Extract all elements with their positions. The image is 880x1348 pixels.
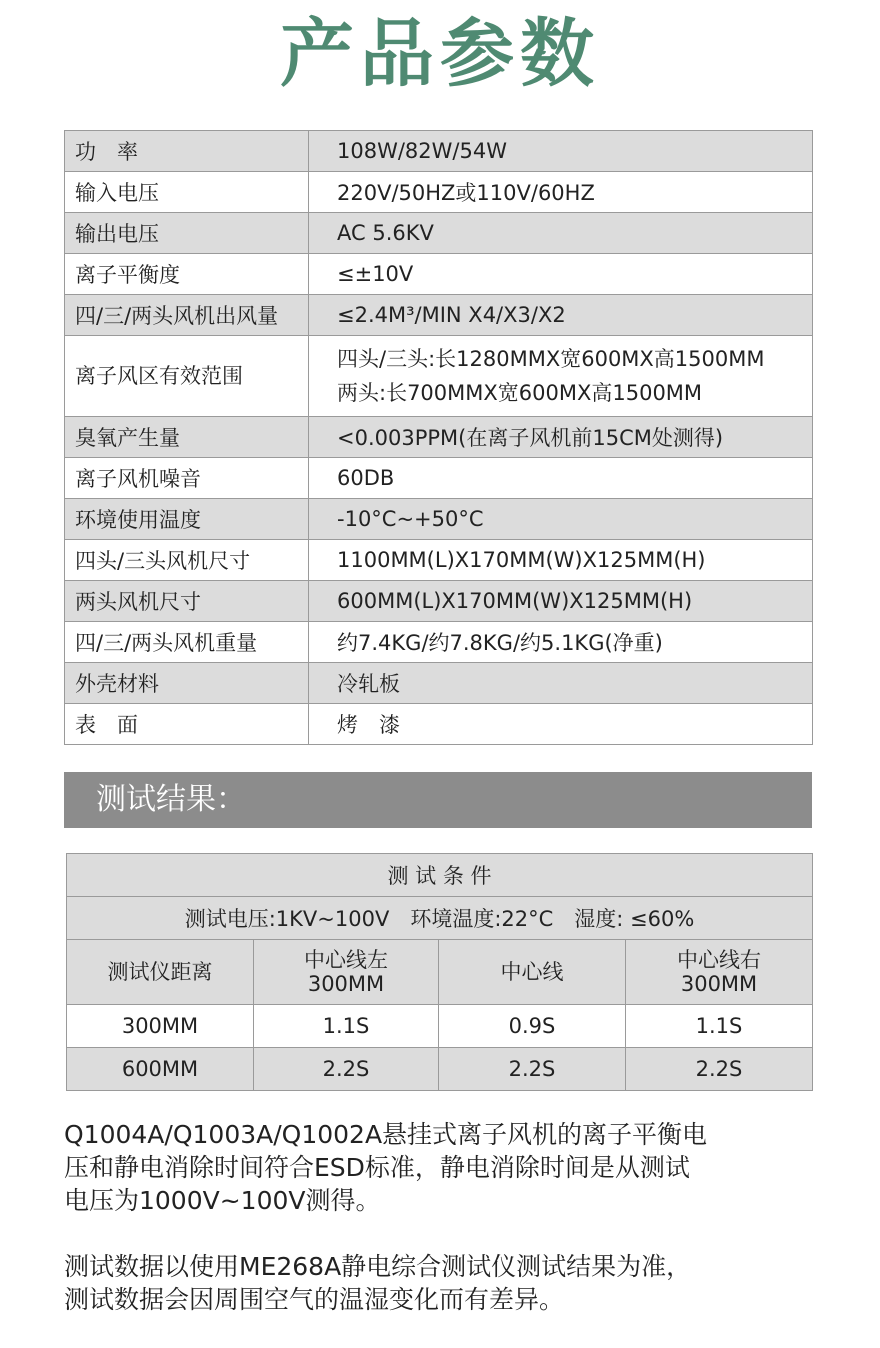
test-cell: 0.9S: [439, 1005, 626, 1048]
test-row: [67, 1048, 813, 1091]
test-conditions-title: 测 试 条 件: [67, 854, 813, 897]
spec-label: 输入电压: [65, 172, 309, 213]
spec-value: [309, 336, 813, 417]
spec-value: AC 5.6KV: [309, 213, 813, 254]
note-line: 压和静电消除时间符合ESD标准，静电消除时间是从测试: [64, 1153, 690, 1182]
spec-value: 60DB: [309, 458, 813, 499]
note-line: Q1004A/Q1003A/Q1002A悬挂式离子风机的离子平衡电: [64, 1120, 708, 1149]
spec-table: [64, 130, 813, 745]
spec-label: 功 率: [65, 131, 309, 172]
test-header-cell: [439, 940, 626, 1005]
spec-value: 220V/50HZ或110V/60HZ: [309, 172, 813, 213]
spec-label: 四/三/两头风机重量: [65, 622, 309, 663]
test-results-banner: 测试结果：: [64, 772, 812, 828]
spec-row: [65, 581, 813, 622]
spec-row: [65, 499, 813, 540]
test-row: [67, 1005, 813, 1048]
note-line: 测试数据会因周围空气的温湿变化而有差异。: [64, 1285, 565, 1314]
test-conditions-title-row: [67, 854, 813, 897]
spec-row: [65, 458, 813, 499]
spec-label: 四头/三头风机尺寸: [65, 540, 309, 581]
spec-label: 臭氧产生量: [65, 417, 309, 458]
test-header-cell: [254, 940, 439, 1005]
note-paragraph: [64, 1250, 824, 1316]
spec-row: [65, 213, 813, 254]
test-header-text: 中心线: [500, 960, 564, 984]
spec-row: [65, 131, 813, 172]
spec-value-line: 两头:长700MMX宽600MX高1500MM: [337, 381, 703, 405]
test-cell: 1.1S: [626, 1005, 813, 1048]
note-line: 电压为1000V~100V测得。: [64, 1186, 381, 1215]
spec-row: [65, 417, 813, 458]
spec-row: [65, 704, 813, 745]
test-conditions: 测试电压:1KV~100V 环境温度:22°C 湿度: ≤60%: [67, 897, 813, 940]
spec-row: [65, 254, 813, 295]
spec-row: [65, 172, 813, 213]
test-cell: 2.2S: [439, 1048, 626, 1091]
spec-label: 输出电压: [65, 213, 309, 254]
spec-label: 表 面: [65, 704, 309, 745]
test-cell: 300MM: [67, 1005, 254, 1048]
spec-label: 离子风机噪音: [65, 458, 309, 499]
spec-value: 600MM(L)X170MM(W)X125MM(H): [309, 581, 813, 622]
spec-label: 外壳材料: [65, 663, 309, 704]
spec-row: [65, 336, 813, 417]
spec-value: 约7.4KG/约7.8KG/约5.1KG(净重): [309, 622, 813, 663]
test-header-text: 中心线右: [677, 948, 762, 972]
spec-row: [65, 622, 813, 663]
spec-label: 四/三/两头风机出风量: [65, 295, 309, 336]
test-header-text: 测试仪距离: [107, 960, 213, 984]
test-header-row: [67, 940, 813, 1005]
test-header-text: 中心线左: [304, 948, 388, 972]
spec-label: 环境使用温度: [65, 499, 309, 540]
spec-label: 离子平衡度: [65, 254, 309, 295]
spec-value: ≤±10V: [309, 254, 813, 295]
spec-value: ≤2.4M³/MIN X4/X3/X2: [309, 295, 813, 336]
spec-row: [65, 663, 813, 704]
note-paragraph: [64, 1118, 824, 1217]
spec-label: 离子风区有效范围: [65, 336, 309, 417]
spec-value: 1100MM(L)X170MM(W)X125MM(H): [309, 540, 813, 581]
spec-value: 烤 漆: [309, 704, 813, 745]
test-header-cell: [67, 940, 254, 1005]
test-cell: 2.2S: [626, 1048, 813, 1091]
test-cell: 2.2S: [254, 1048, 439, 1091]
spec-value: 108W/82W/54W: [309, 131, 813, 172]
test-header-text: 300MM: [307, 972, 385, 996]
spec-row: [65, 540, 813, 581]
test-header-cell: [626, 940, 813, 1005]
test-cell: 600MM: [67, 1048, 254, 1091]
test-cell: 1.1S: [254, 1005, 439, 1048]
spec-row: [65, 295, 813, 336]
page-title: 产品参数: [280, 11, 600, 97]
note-line: 测试数据以使用ME268A静电综合测试仪测试结果为准，: [64, 1252, 692, 1281]
spec-value: -10°C~+50°C: [309, 499, 813, 540]
spec-value: <0.003PPM(在离子风机前15CM处测得): [309, 417, 813, 458]
test-header-text: 300MM: [680, 972, 758, 996]
test-conditions-row: [67, 897, 813, 940]
spec-value-line: 四头/三头:长1280MMX宽600MX高1500MM: [337, 347, 765, 371]
spec-value: 冷轧板: [309, 663, 813, 704]
test-table: [66, 853, 813, 1091]
spec-label: 两头风机尺寸: [65, 581, 309, 622]
